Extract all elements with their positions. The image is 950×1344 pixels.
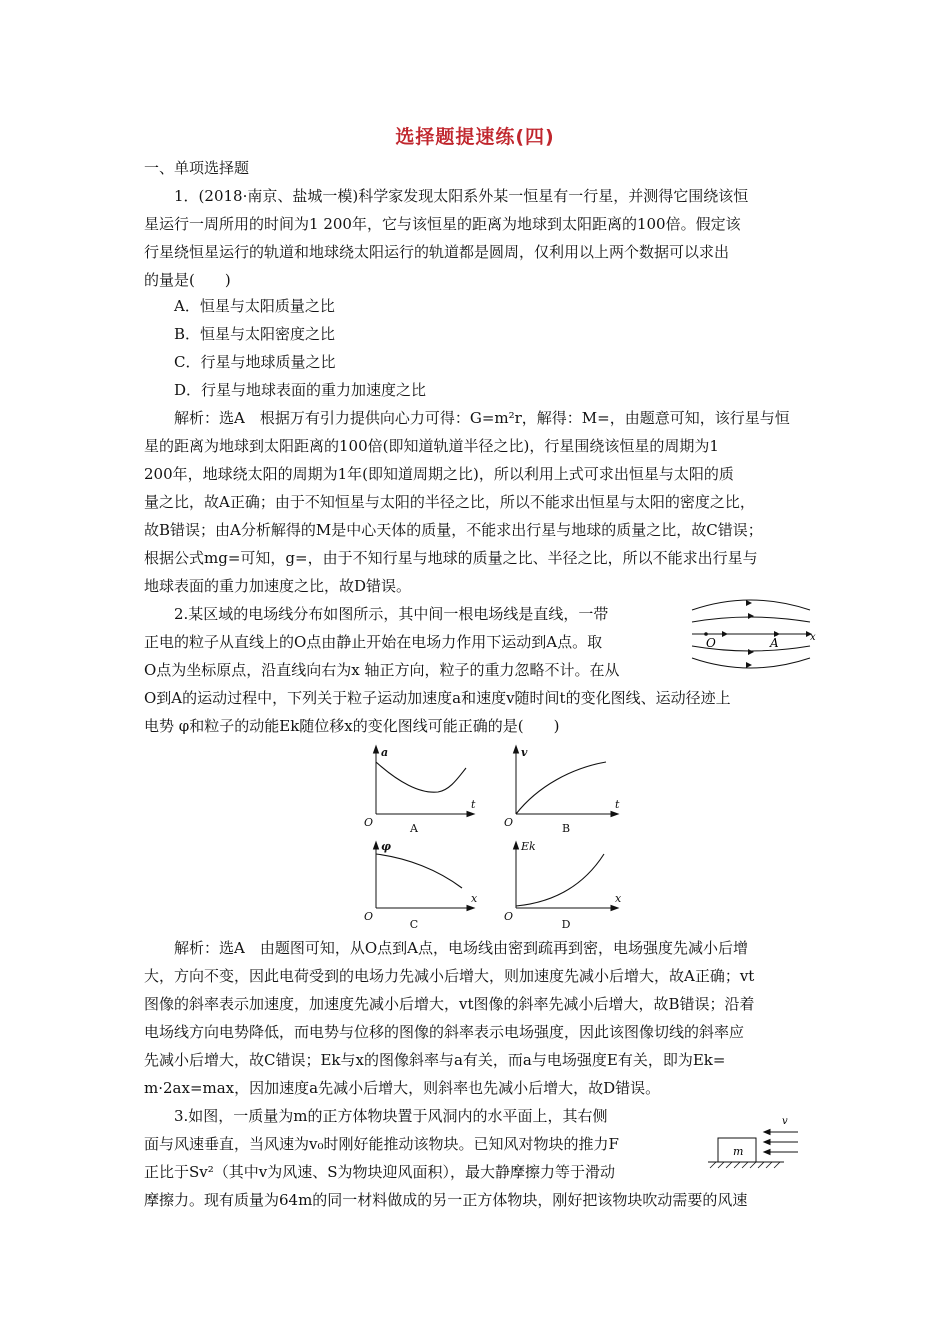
q1-stem-line: 1．(2018·南京、盐城一模)科学家发现太阳系外某一恒星有一行星，并测得它围绕该恒 (174, 187, 749, 205)
graph-c-x-label: x (471, 892, 478, 905)
q2-stem-line: 2.某区域的电场线分布如图所示，其中间一根电场线是直线，一带 (174, 605, 609, 623)
q2-analysis-line: m·2ax=max，因加速度a先减小后增大，则斜率也先减小后增大，故D错误。 (144, 1079, 661, 1097)
q2-analysis-line: 大，方向不变，因此电荷受到的电场力先减小后增大，则加速度先减小后增大，故A正确；vt (144, 967, 755, 985)
graph-c-y-label: φ (381, 840, 391, 853)
graph-d-x-label: x (615, 892, 622, 905)
q1-analysis-line: 故B错误；由A分析解得的M是中心天体的质量，不能求出行星与地球的质量之比，故C错误； (144, 521, 763, 539)
graph-c-curve (376, 854, 462, 888)
q1-stem-line: 的量是( ) (144, 271, 231, 289)
graph-b-y-label: v (521, 746, 528, 759)
q2-stem-line: 正电的粒子从直线上的O点由静止开始在电场力作用下运动到A点。取 (144, 633, 603, 651)
q1-stem-line: 星运行一周所用的时间为1 200年，它与该恒星的距离为地球到太阳距离的100倍。假定该 (144, 215, 741, 233)
q2-stem-line: O点为坐标原点，沿直线向右为x 轴正方向，粒子的重力忽略不计。在从 (144, 661, 620, 679)
q3-stem-line: 摩擦力。现有质量为64m的同一材料做成的另一正方体物块，刚好把该物块吹动需要的风速 (144, 1191, 748, 1209)
q1-stem-line: 行星绕恒星运行的轨道和地球绕太阳运行的轨道都是圆周，仅利用以上两个数据可以求出 (144, 243, 730, 261)
q1-option-b: B．恒星与太阳密度之比 (174, 325, 336, 343)
q3-stem-line: 正比于Sv²（其中v为风速、S为物块迎风面积），最大静摩擦力等于滑动 (144, 1163, 616, 1181)
x-axis-label: x (810, 632, 816, 643)
graph-b-origin: O (504, 816, 514, 829)
q2-stem-line: 电势 φ和粒子的动能Ek随位移x的变化图线可能正确的是( ) (144, 717, 560, 735)
graph-b-caption: B (561, 822, 571, 835)
q1-analysis-line: 地球表面的重力加速度之比，故D错误。 (144, 577, 412, 595)
q2-analysis-line: 解析：选A 由题图可知，从O点到A点，电场线由密到疏再到密，电场强度先减小后增 (174, 939, 748, 957)
q1-option-a: A．恒星与太阳质量之比 (174, 297, 335, 315)
q2-analysis-line: 电场线方向电势降低，而电势与位移的图像的斜率表示电场强度，因此该图像切线的斜率应 (144, 1023, 745, 1041)
q2-analysis-line: 图像的斜率表示加速度，加速度先减小后增大，vt图像的斜率先减小后增大，故B错误；沿着 (144, 995, 755, 1013)
wind-tunnel-figure (704, 1112, 808, 1176)
point-a-label: A (770, 636, 779, 650)
q2-analysis-line: 先减小后增大，故C错误；Ek与x的图像斜率与a有关，而a与电场强度E有关，即为Ek= (144, 1051, 726, 1069)
graph-a-caption: A (410, 822, 418, 835)
q2-stem-line: O到A的运动过程中，下列关于粒子运动加速度a和速度v随时间t的变化图线、运动径迹上 (144, 689, 731, 707)
graph-c-origin: O (364, 910, 374, 923)
electric-field-figure (688, 596, 818, 674)
graph-c-caption: C (409, 918, 419, 931)
graph-a-y-label: a (381, 746, 389, 759)
graph-d-caption: D (561, 918, 571, 931)
graph-b-curve (516, 762, 606, 814)
wind-arrows (764, 1130, 798, 1155)
graph-a-x-label: t (471, 798, 476, 811)
graph-b-x-label: t (615, 798, 620, 811)
q1-analysis-line: 星的距离为地球到太阳距离的100倍(即知道轨道半径之比)，行星围绕该恒星的周期为1 (144, 437, 719, 455)
graph-d-curve (516, 854, 604, 906)
graph-a-origin: O (364, 816, 374, 829)
q1-analysis-line: 根据公式mg=可知，g=，由于不知行星与地球的质量之比、半径之比，所以不能求出行星与 (144, 549, 758, 567)
answer-graphs (358, 742, 638, 934)
q1-analysis-line: 量之比，故A正确；由于不知恒星与太阳的半径之比，所以不能求出恒星与太阳的密度之比， (144, 493, 755, 511)
section-heading: 一、单项选择题 (144, 159, 250, 177)
q1-analysis-line: 解析：选A 根据万有引力提供向心力可得：G=m²r，解得：M=，由题意可知，该行星与恒 (174, 409, 790, 427)
q3-stem-line: 面与风速垂直，当风速为v₀时刚好能推动该物块。已知风对物块的推力F (144, 1135, 619, 1153)
page-title: 选择题提速练(四) (395, 126, 555, 148)
wind-velocity-label: v (782, 1116, 788, 1127)
graph-d-y-label: Ek (521, 840, 536, 853)
graph-d-origin: O (504, 910, 514, 923)
graph-a-curve (376, 762, 466, 792)
q1-analysis-line: 200年，地球绕太阳的周期为1年(即知道周期之比)，所以利用上式可求出恒星与太阳的质 (144, 465, 734, 483)
q1-option-c: C．行星与地球质量之比 (174, 353, 336, 371)
block-mass-label: m (733, 1145, 744, 1158)
point-o-label: O (706, 636, 716, 650)
q3-stem-line: 3.如图，一质量为m的正方体物块置于风洞内的水平面上，其右侧 (174, 1107, 608, 1125)
q1-option-d: D．行星与地球表面的重力加速度之比 (174, 381, 427, 399)
